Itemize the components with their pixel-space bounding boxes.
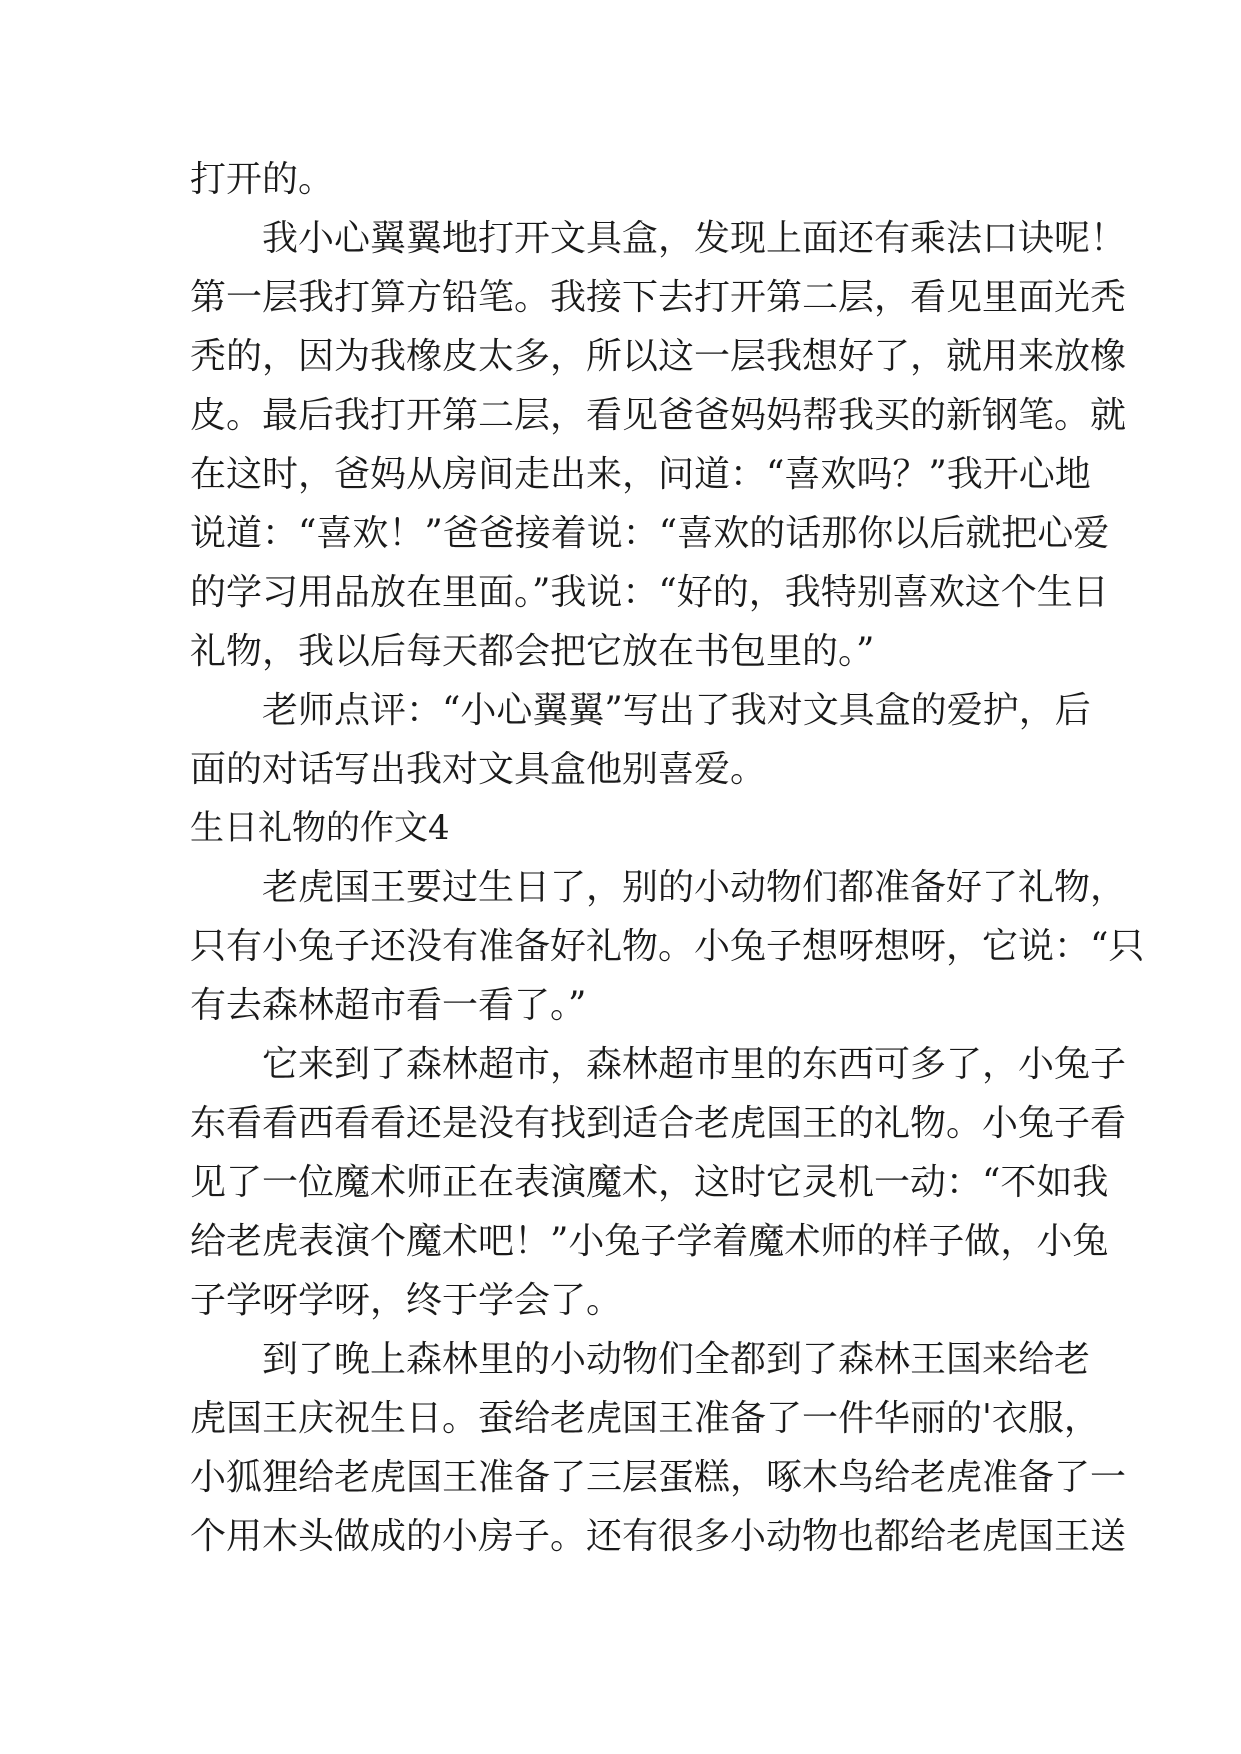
paragraph-first-line: 它来到了森林超市，森林超市里的东西可多了，小兔子 bbox=[262, 1044, 1127, 1085]
text-line: 打开的。 bbox=[190, 159, 335, 200]
text-line: 东看看西看看还是没有找到适合老虎国王的礼物。小兔子看 bbox=[190, 1103, 1127, 1144]
text-line: 小狐狸给老虎国王准备了三层蛋糕，啄木鸟给老虎准备了一 bbox=[190, 1457, 1127, 1498]
text-line: 只有小兔子还没有准备好礼物。小兔子想呀想呀，它说：“只 bbox=[190, 926, 1145, 967]
paragraph-first-line: 到了晚上森林里的小动物们全都到了森林王国来给老 bbox=[262, 1339, 1091, 1380]
text-line: 礼物，我以后每天都会把它放在书包里的。” bbox=[190, 631, 875, 672]
text-line: 子学呀学呀，终于学会了。 bbox=[190, 1280, 623, 1321]
text-line: 面的对话写出我对文具盒他别喜爱。 bbox=[190, 749, 767, 790]
text-line: 说道：“喜欢！”爸爸接着说：“喜欢的话那你以后就把心爱 bbox=[190, 513, 1110, 554]
text-line: 虎国王庆祝生日。蚕给老虎国王准备了一件华丽的'衣服， bbox=[190, 1398, 1100, 1439]
text-line: 在这时，爸妈从房间走出来，问道：“喜欢吗？”我开心地 bbox=[190, 454, 1091, 495]
essay-text bbox=[190, 150, 1145, 1566]
section-heading: 生日礼物的作文4 bbox=[190, 808, 450, 848]
text-line: 第一层我打算方铅笔。我接下去打开第二层，看见里面光秃 bbox=[190, 277, 1127, 318]
text-line: 有去森林超市看一看了。” bbox=[190, 985, 587, 1026]
paragraph-first-line: 老虎国王要过生日了，别的小动物们都准备好了礼物， bbox=[262, 867, 1127, 908]
paragraph-first-line: 老师点评：“小心翼翼”写出了我对文具盒的爱护，后 bbox=[262, 690, 1091, 731]
text-line: 的学习用品放在里面。”我说：“好的，我特别喜欢这个生日 bbox=[190, 572, 1109, 613]
paragraph-first-line: 我小心翼翼地打开文具盒，发现上面还有乘法口诀呢！ bbox=[262, 218, 1127, 259]
text-line: 见了一位魔术师正在表演魔术，这时它灵机一动：“不如我 bbox=[190, 1162, 1109, 1203]
text-line: 皮。最后我打开第二层，看见爸爸妈妈帮我买的新钢笔。就 bbox=[190, 395, 1127, 436]
text-line: 秃的，因为我橡皮太多，所以这一层我想好了，就用来放橡 bbox=[190, 336, 1127, 377]
text-line: 个用木头做成的小房子。还有很多小动物也都给老虎国王送 bbox=[190, 1516, 1127, 1557]
text-line: 给老虎表演个魔术吧！”小兔子学着魔术师的样子做，小兔 bbox=[190, 1221, 1109, 1262]
